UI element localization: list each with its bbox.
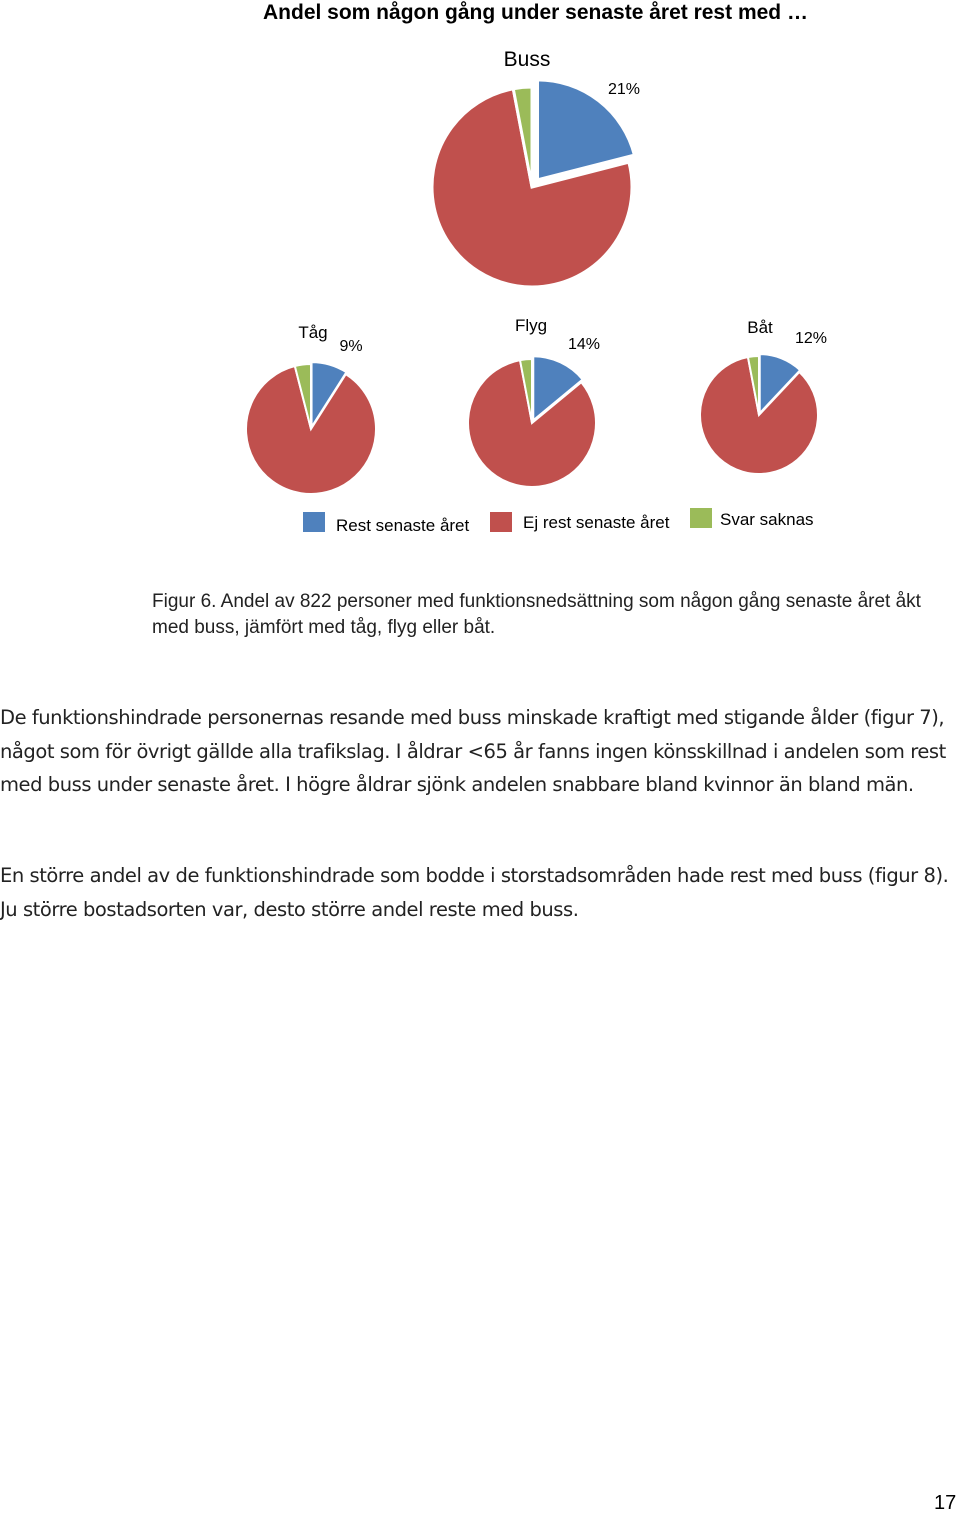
pie-bat [700, 318, 827, 474]
pie-flyg [468, 316, 600, 487]
pie-buss-data-label: 21% [607, 81, 641, 98]
legend-swatch-ej-rest-senaste-aret [490, 512, 512, 532]
pie-flyg-name: Flyg [514, 316, 548, 335]
pie-bat-data-label: 12% [794, 330, 828, 347]
pie-chart-figure [0, 0, 960, 560]
pie-tag-data-label: 9% [339, 338, 363, 355]
legend-label-ej-rest-senaste-aret: Ej rest senaste året [523, 513, 670, 532]
legend-label-svar-saknas: Svar saknas [720, 510, 814, 529]
pie-tag-name: Tåg [298, 323, 328, 342]
legend-label-rest-senaste-aret: Rest senaste året [336, 516, 470, 535]
pie-buss-name: Buss [503, 48, 551, 71]
chart-title: Andel som någon gång under senaste året rest med … [263, 1, 808, 24]
body-paragraph-2: En större andel av de funktionshindrade som bodde i storstadsområden hade rest med buss (figur 8). Ju större bostadsorten var, desto större andel reste med buss. [0, 864, 949, 921]
pie-buss [432, 48, 640, 287]
pie-bat-name: Båt [747, 318, 773, 337]
page-number: 17 [934, 1492, 957, 1514]
pie-tag [246, 323, 376, 494]
legend-swatch-rest-senaste-aret [303, 512, 325, 532]
legend-swatch-svar-saknas [690, 508, 712, 528]
body-paragraph-1: De funktionshindrade personernas resande med buss minskade kraftigt med stigande ålder (figur 7), något som för övrigt gällde alla trafikslag. I åldrar <65 år fanns ingen könsskillnad i andelen som rest med buss under senaste året. I högre åldrar sjönk andelen snabbare bland kvinnor än bland män. [0, 706, 946, 796]
chart-legend [303, 508, 814, 535]
pie-flyg-data-label: 14% [567, 336, 601, 353]
figure-caption: Figur 6. Andel av 822 personer med funktionsnedsättning som någon gång senaste året åkt med buss, jämfört med tåg, flyg eller båt. [152, 591, 921, 638]
